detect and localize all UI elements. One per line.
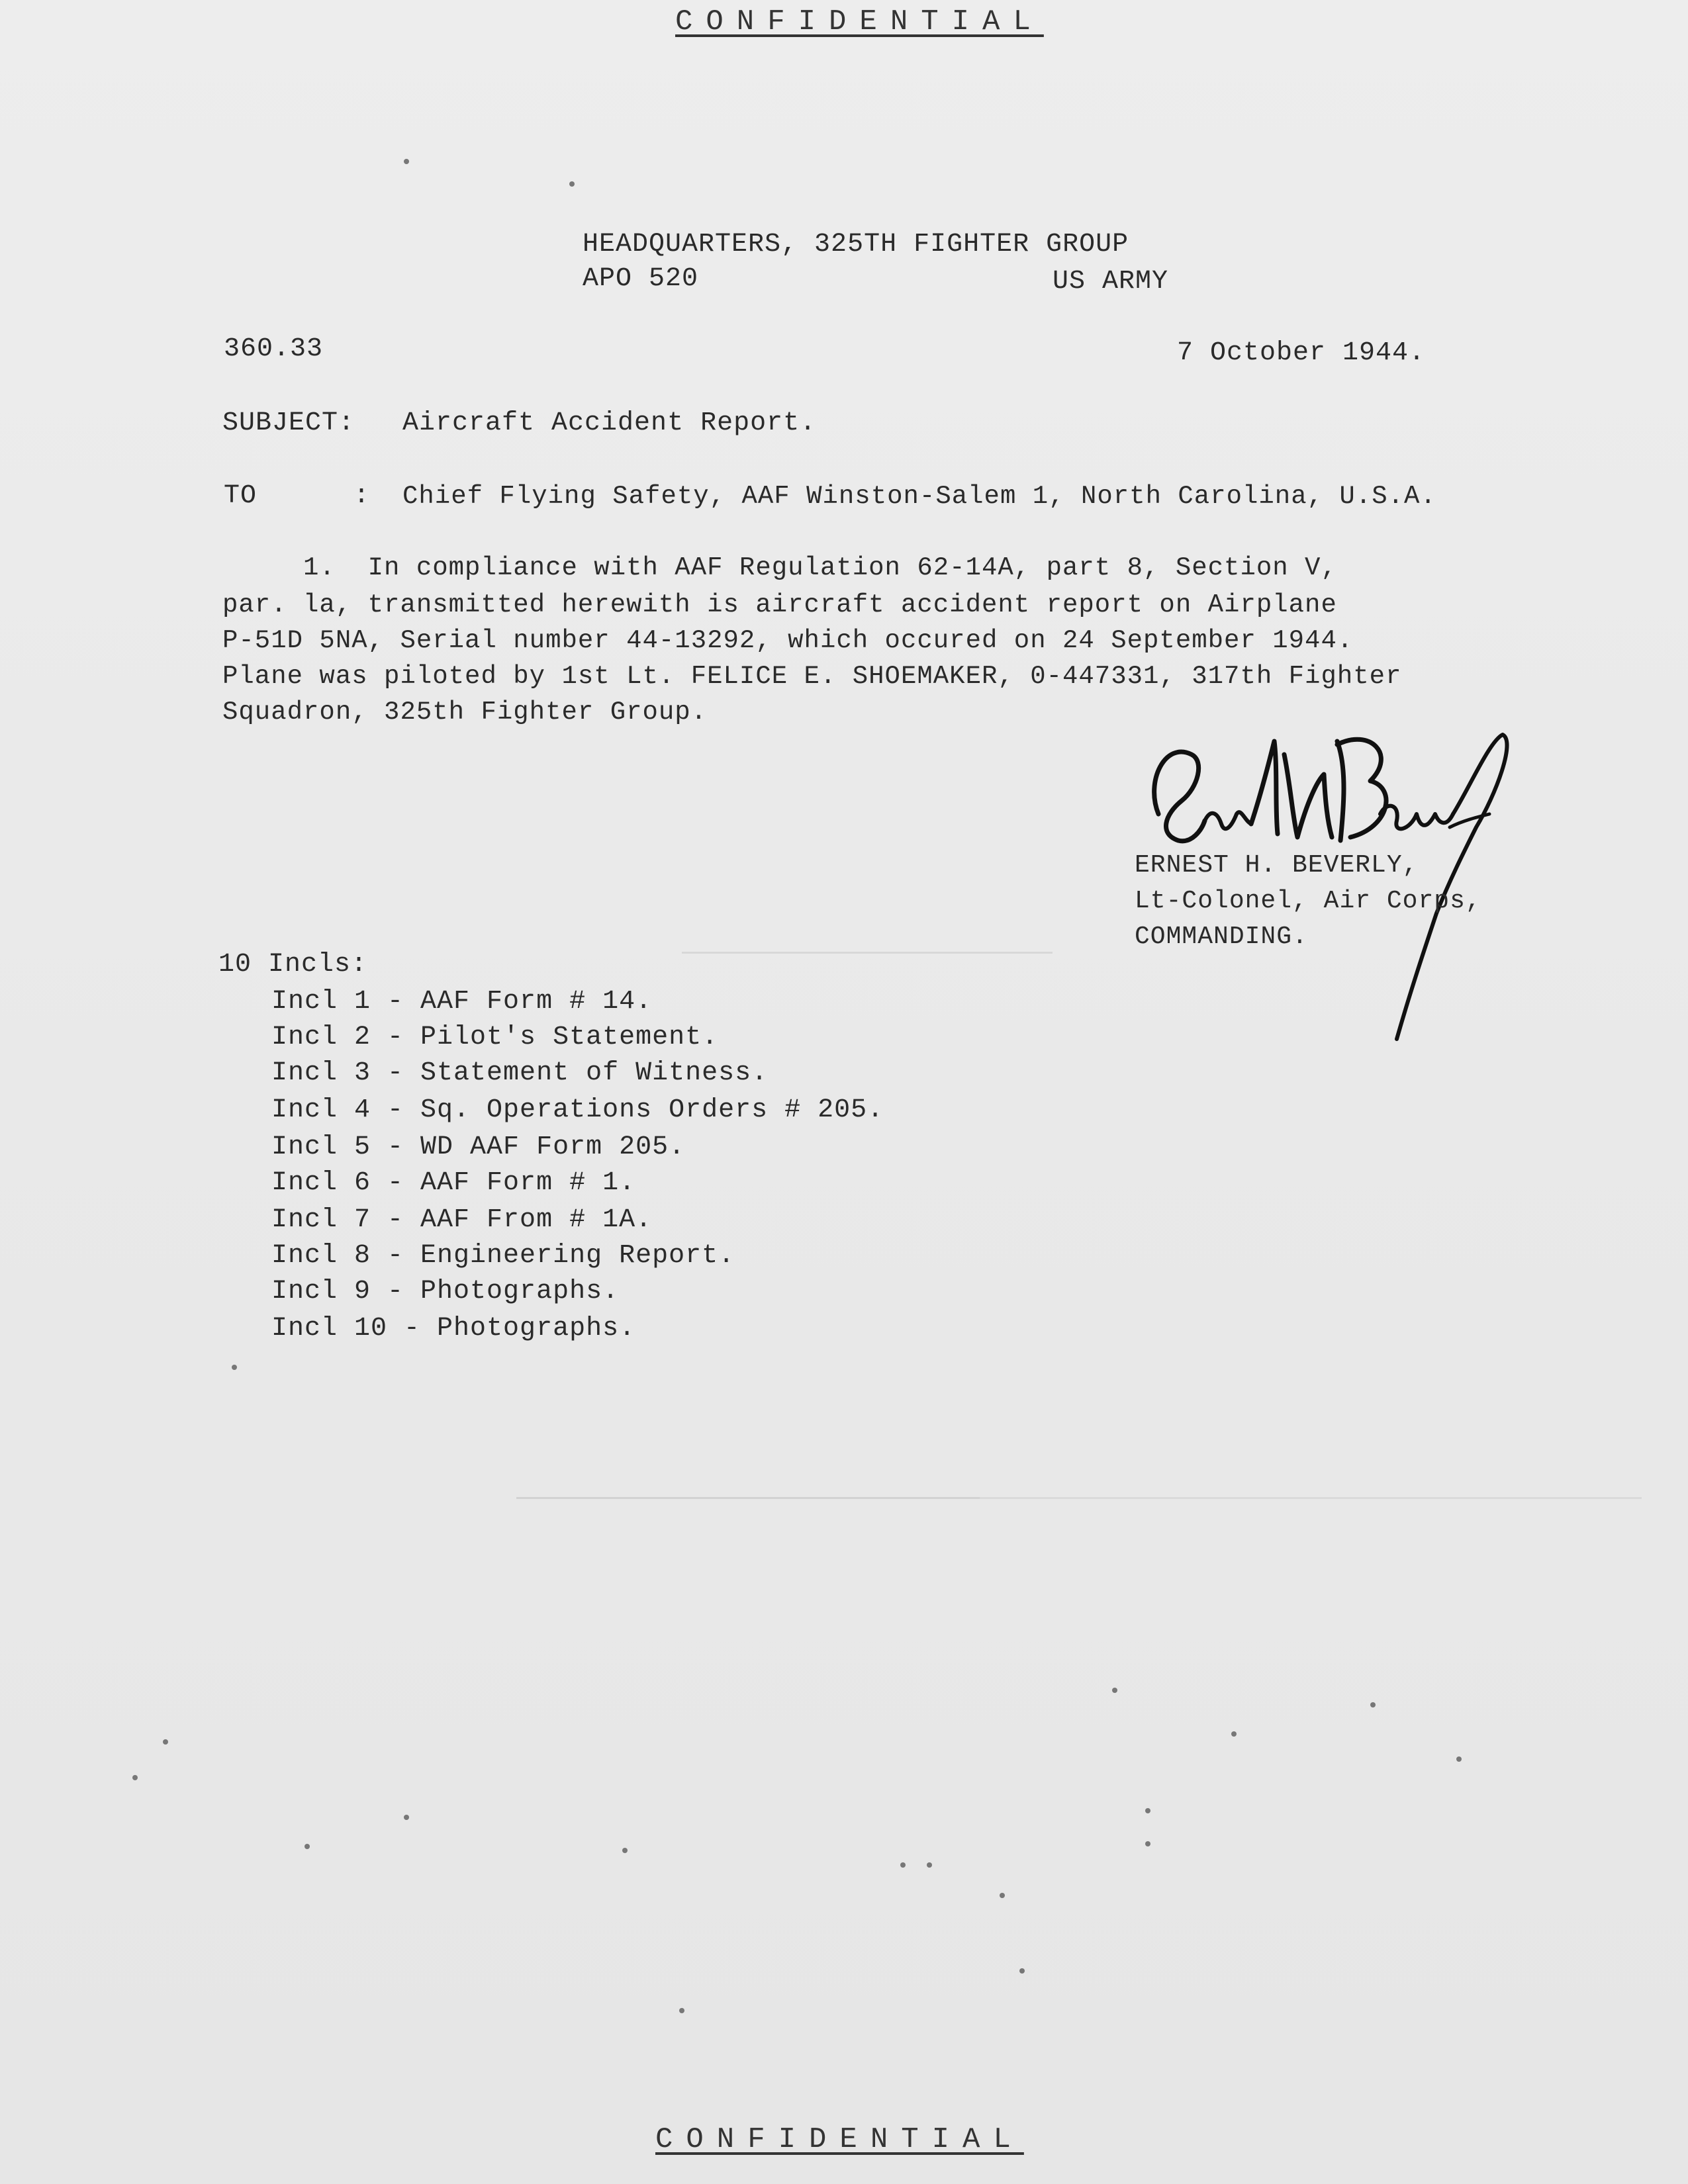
scan-speck xyxy=(132,1775,138,1780)
memo-date: 7 October 1944. xyxy=(1177,338,1426,368)
scan-speck xyxy=(1000,1893,1005,1898)
signer-rank: Lt-Colonel, Air Corps, xyxy=(1135,887,1481,915)
scan-speck xyxy=(1145,1808,1150,1813)
body-line-2: par. la, transmitted herewith is aircraft accident report on Airplane xyxy=(222,590,1337,619)
scan-speck xyxy=(900,1862,906,1868)
inclosure-item: Incl 5 - WD AAF Form 205. xyxy=(271,1132,686,1162)
file-number: 360.33 xyxy=(224,334,324,364)
scan-speck xyxy=(1231,1731,1237,1737)
apo-number: APO 520 xyxy=(583,264,699,294)
scan-speck xyxy=(232,1365,237,1370)
classification-top: CONFIDENTIAL xyxy=(675,5,1044,38)
scan-fold-line xyxy=(980,1497,1642,1499)
classification-bottom: CONFIDENTIAL xyxy=(655,2123,1024,2156)
scan-speck xyxy=(1112,1688,1117,1693)
body-line-3: P-51D 5NA, Serial number 44-13292, which occured on 24 September 1944. xyxy=(222,626,1354,655)
scan-speck xyxy=(679,2008,684,2013)
body-line-4: Plane was piloted by 1st Lt. FELICE E. SHOEMAKER, 0-447331, 317th Fighter xyxy=(222,662,1402,691)
scan-speck xyxy=(404,1815,409,1820)
scan-speck xyxy=(569,181,575,187)
inclosure-item: Incl 8 - Engineering Report. xyxy=(271,1241,735,1271)
inclosure-item: Incl 10 - Photographs. xyxy=(271,1314,636,1343)
subject-text: Aircraft Accident Report. xyxy=(402,408,817,438)
army-label: US ARMY xyxy=(1053,267,1169,296)
subject-label: SUBJECT: xyxy=(222,408,355,438)
inclosure-item: Incl 9 - Photographs. xyxy=(271,1277,620,1306)
scan-speck xyxy=(1145,1841,1150,1846)
body-line-5: Squadron, 325th Fighter Group. xyxy=(222,698,708,727)
inclosure-item: Incl 3 - Statement of Witness. xyxy=(271,1058,769,1088)
unit-heading: HEADQUARTERS, 325TH FIGHTER GROUP xyxy=(583,230,1129,259)
scan-speck xyxy=(163,1739,168,1745)
scan-speck xyxy=(404,159,409,164)
inclosure-item: Incl 4 - Sq. Operations Orders # 205. xyxy=(271,1095,884,1125)
scan-fold-line xyxy=(516,1497,980,1499)
inclosures-heading: 10 Incls: xyxy=(218,950,368,979)
scan-speck xyxy=(305,1844,310,1849)
scan-fold-line xyxy=(682,952,1053,954)
inclosure-item: Incl 1 - AAF Form # 14. xyxy=(271,987,653,1017)
scan-speck xyxy=(1456,1756,1462,1762)
signer-name: ERNEST H. BEVERLY, xyxy=(1135,851,1419,880)
inclosure-item: Incl 6 - AAF Form # 1. xyxy=(271,1168,636,1198)
scan-speck xyxy=(1370,1702,1376,1707)
inclosure-item: Incl 2 - Pilot's Statement. xyxy=(271,1023,719,1052)
to-recipient: Chief Flying Safety, AAF Winston-Salem 1, North Carolina, U.S.A. xyxy=(402,482,1436,511)
to-separator: : xyxy=(353,481,371,511)
scan-speck xyxy=(1019,1968,1025,1974)
to-label: TO xyxy=(224,481,258,511)
body-line-1: 1. In compliance with AAF Regulation 62-14A, part 8, Section V, xyxy=(222,553,1337,582)
signer-title: COMMANDING. xyxy=(1135,923,1308,951)
scan-speck xyxy=(622,1848,628,1853)
scan-speck xyxy=(927,1862,932,1868)
inclosure-item: Incl 7 - AAF From # 1A. xyxy=(271,1205,653,1235)
